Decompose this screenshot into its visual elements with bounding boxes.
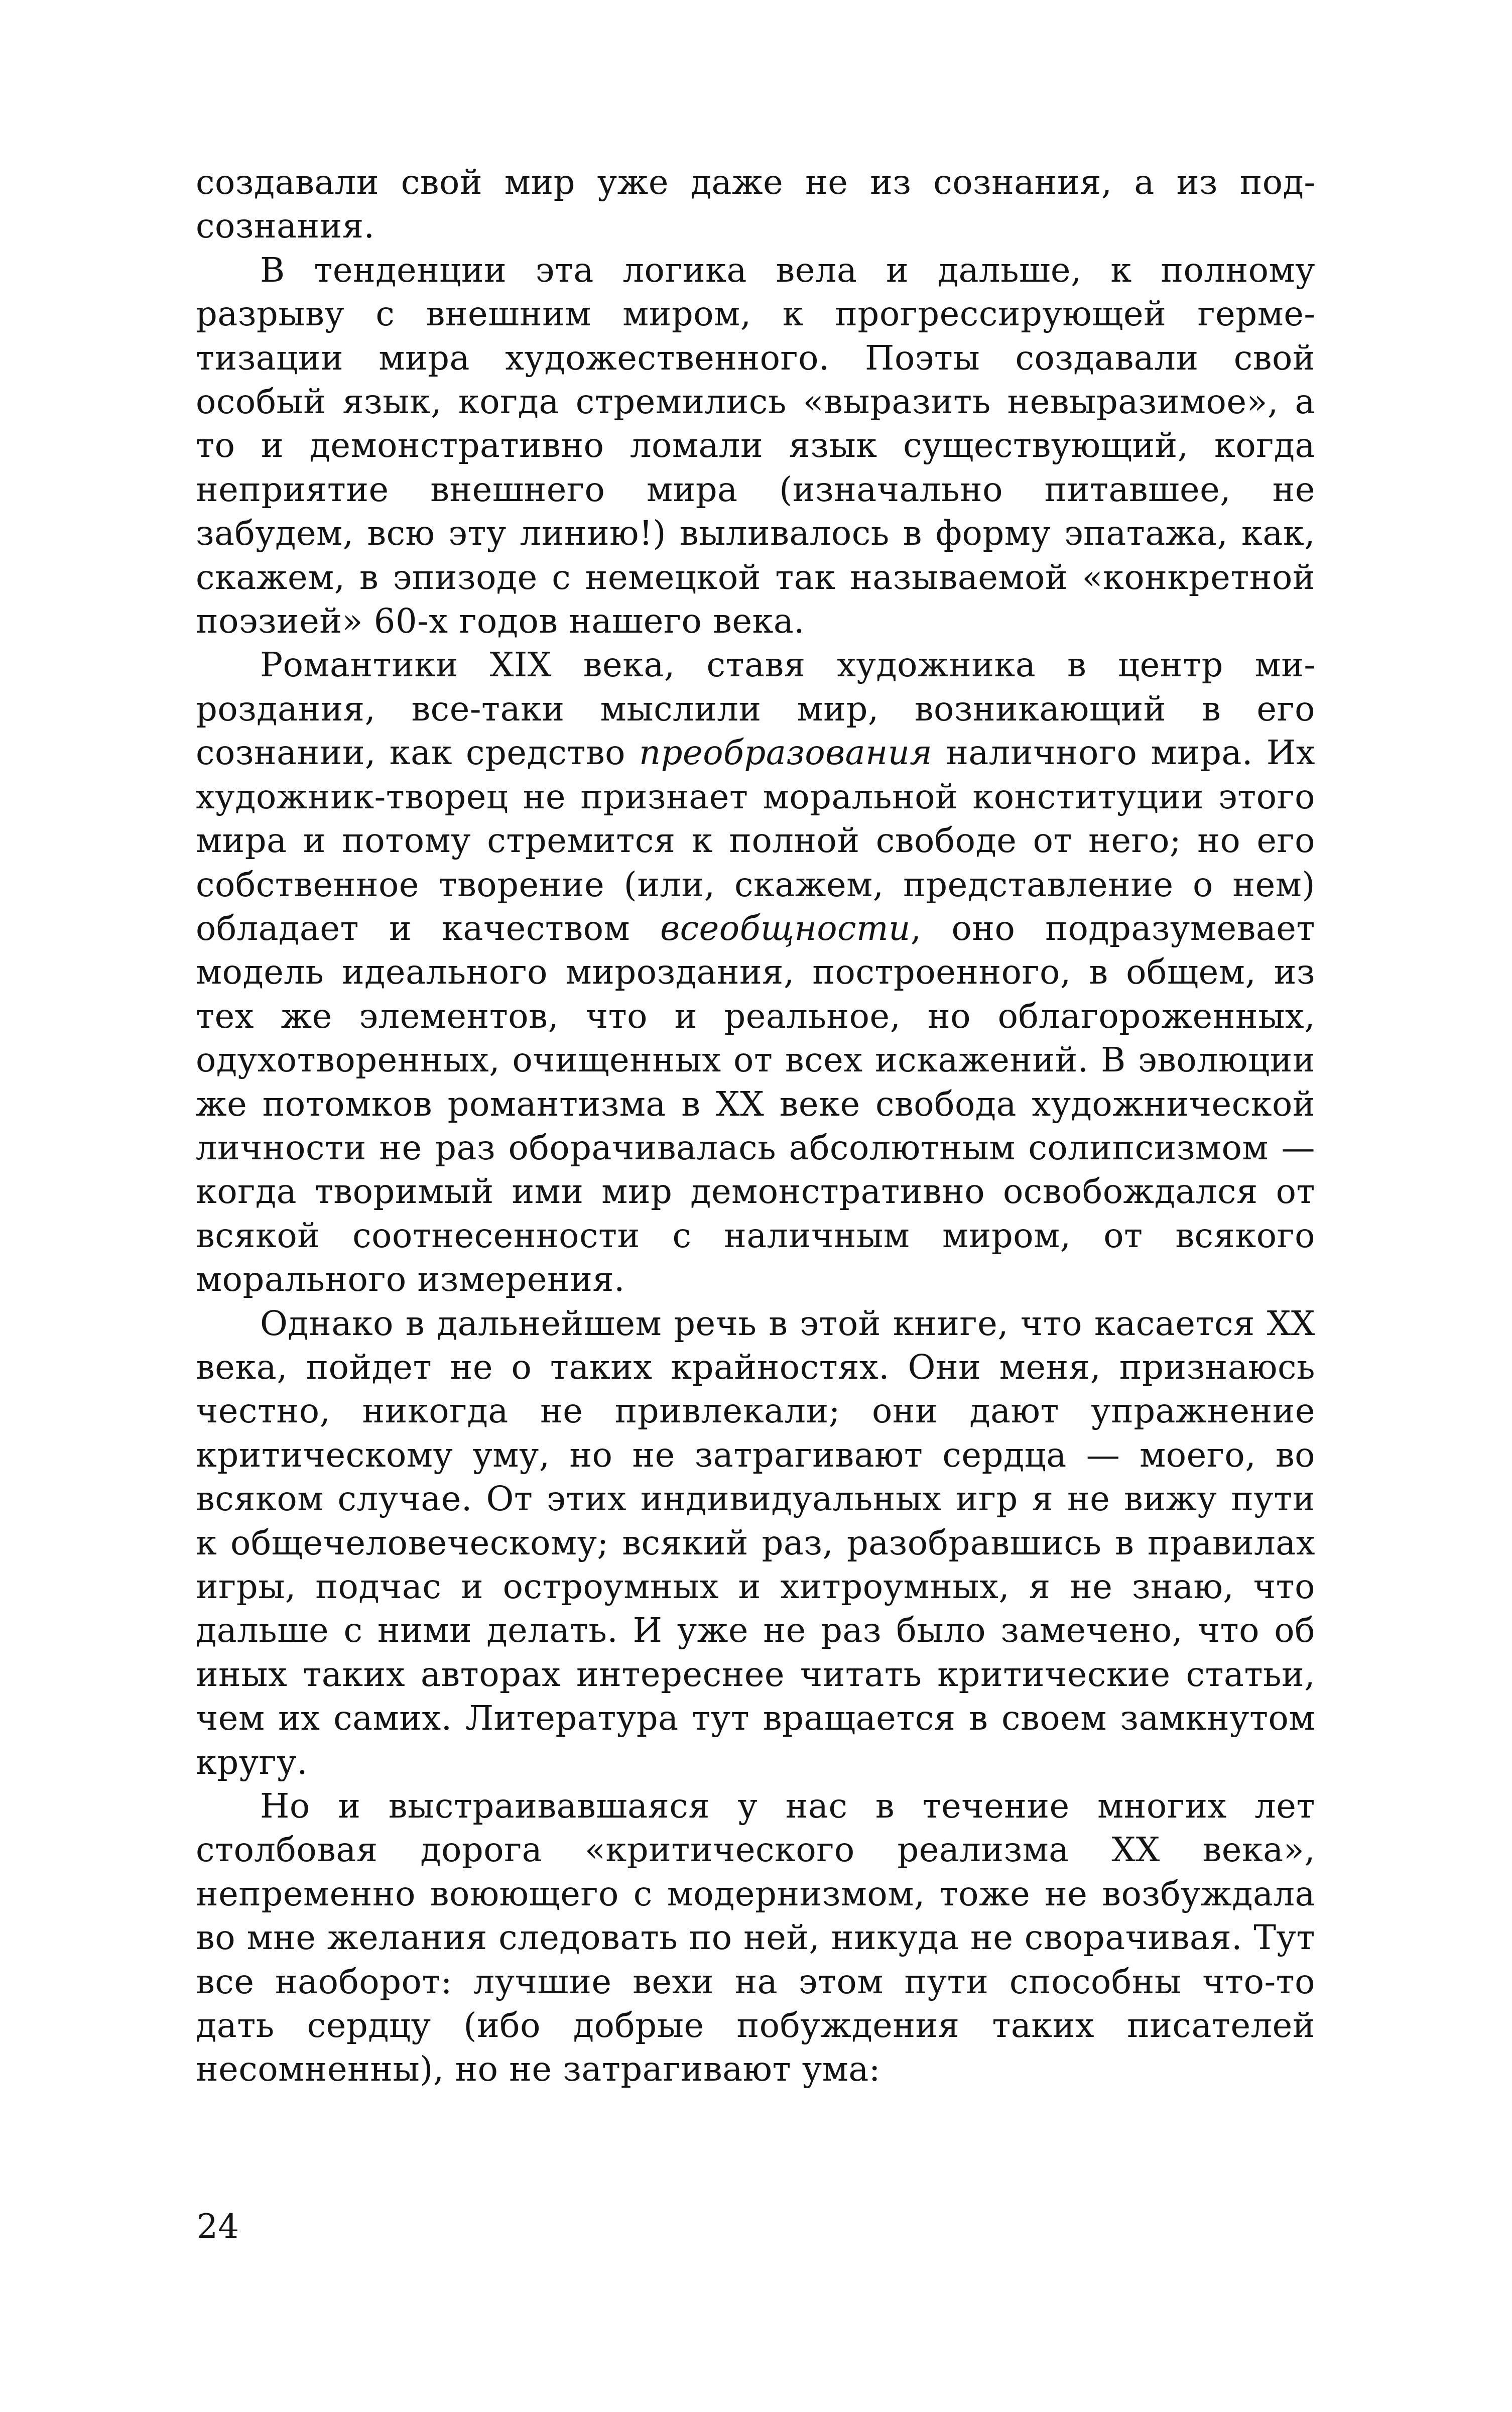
text-run: , оно подразумевает модель идеального мироздания, построенного, в общем, из тех же элементов, что и реальное, но облагороженных, одухотворенных, очищенных от всех искажений. В эволюции же потомков романтизма в XX веке свобода художнической личности не раз оборачивалась абсолютным солипсизмом — когда творимый ими мир демонстративно освобождался от всякой соотнесенности с наличным миром, от всякого морального измерения. (196, 908, 1315, 1299)
text-run: наличного мира. Их художник-творец не признает моральной конституции этого мира и потому стремится к полной свободе от него; но его собственное творение (или, скажем, представление о нем) обладает и качеством (196, 733, 1315, 948)
paragraph (196, 1302, 1315, 1784)
text-run: В тенденции эта логика вела и дальше, к полному разрыву с внешним миром, к прогрессирующей герметизации мира художественного. Поэты создавали свой особый язык, когда стремились «выразить невыразимое», а то и демонстративно ломали язык существующий, когда неприятие внешнего мира (изначально питавшее, не забудем, всю эту линию!) выливалось в форму эпатажа, как, скажем, в эпизоде с немецкой так называемой «конкретной поэзией» 60-х годов нашего века. (196, 250, 1315, 641)
paragraph (196, 161, 1315, 249)
page-number: 24 (197, 2207, 239, 2246)
text-run: Романтики XIX века, ставя художника в центр мироздания, все-таки мыслили мир, возникающий в его сознании, как средство (196, 645, 1315, 773)
emphasized-text: преобразования (639, 733, 933, 773)
text-run: Однако в дальнейшем речь в этой книге, что касается XX века, пойдет не о таких крайностях. Они меня, признаюсь честно, никогда не привлекали; они дают упражнение критическому уму, но не затрагивают сердца — моего, во всяком случае. От этих индивидуальных игр я не вижу пути к общечеловеческому; всякий раз, разобравшись в правилах игры, подчас и остроумных и хитроумных, я не знаю, что дальше с ними делать. И уже не раз было замечено, что об иных таких авторах интереснее читать критические статьи, чем их самих. Литература тут вращается в своем замкнутом кругу. (196, 1303, 1315, 1782)
text-run: создавали свой мир уже даже не из сознания, а из подсознания. (196, 163, 1315, 246)
paragraph (196, 1784, 1315, 2092)
page-body (196, 161, 1315, 2092)
emphasized-text: всеобщности (660, 908, 911, 948)
paragraph (196, 643, 1315, 1301)
paragraph (196, 249, 1315, 644)
text-run: Но и выстраивавшаяся у нас в течение многих лет столбовая дорога «критического реализма XX века», непременно воюющего с модернизмом, тоже не возбуждала во мне желания следовать по ней, никуда не сворачивая. Тут все наоборот: лучшие вехи на этом пути способны что-то дать сердцу (ибо добрые побуждения таких писателей несомненны), но не затрагивают ума: (196, 1786, 1315, 2089)
